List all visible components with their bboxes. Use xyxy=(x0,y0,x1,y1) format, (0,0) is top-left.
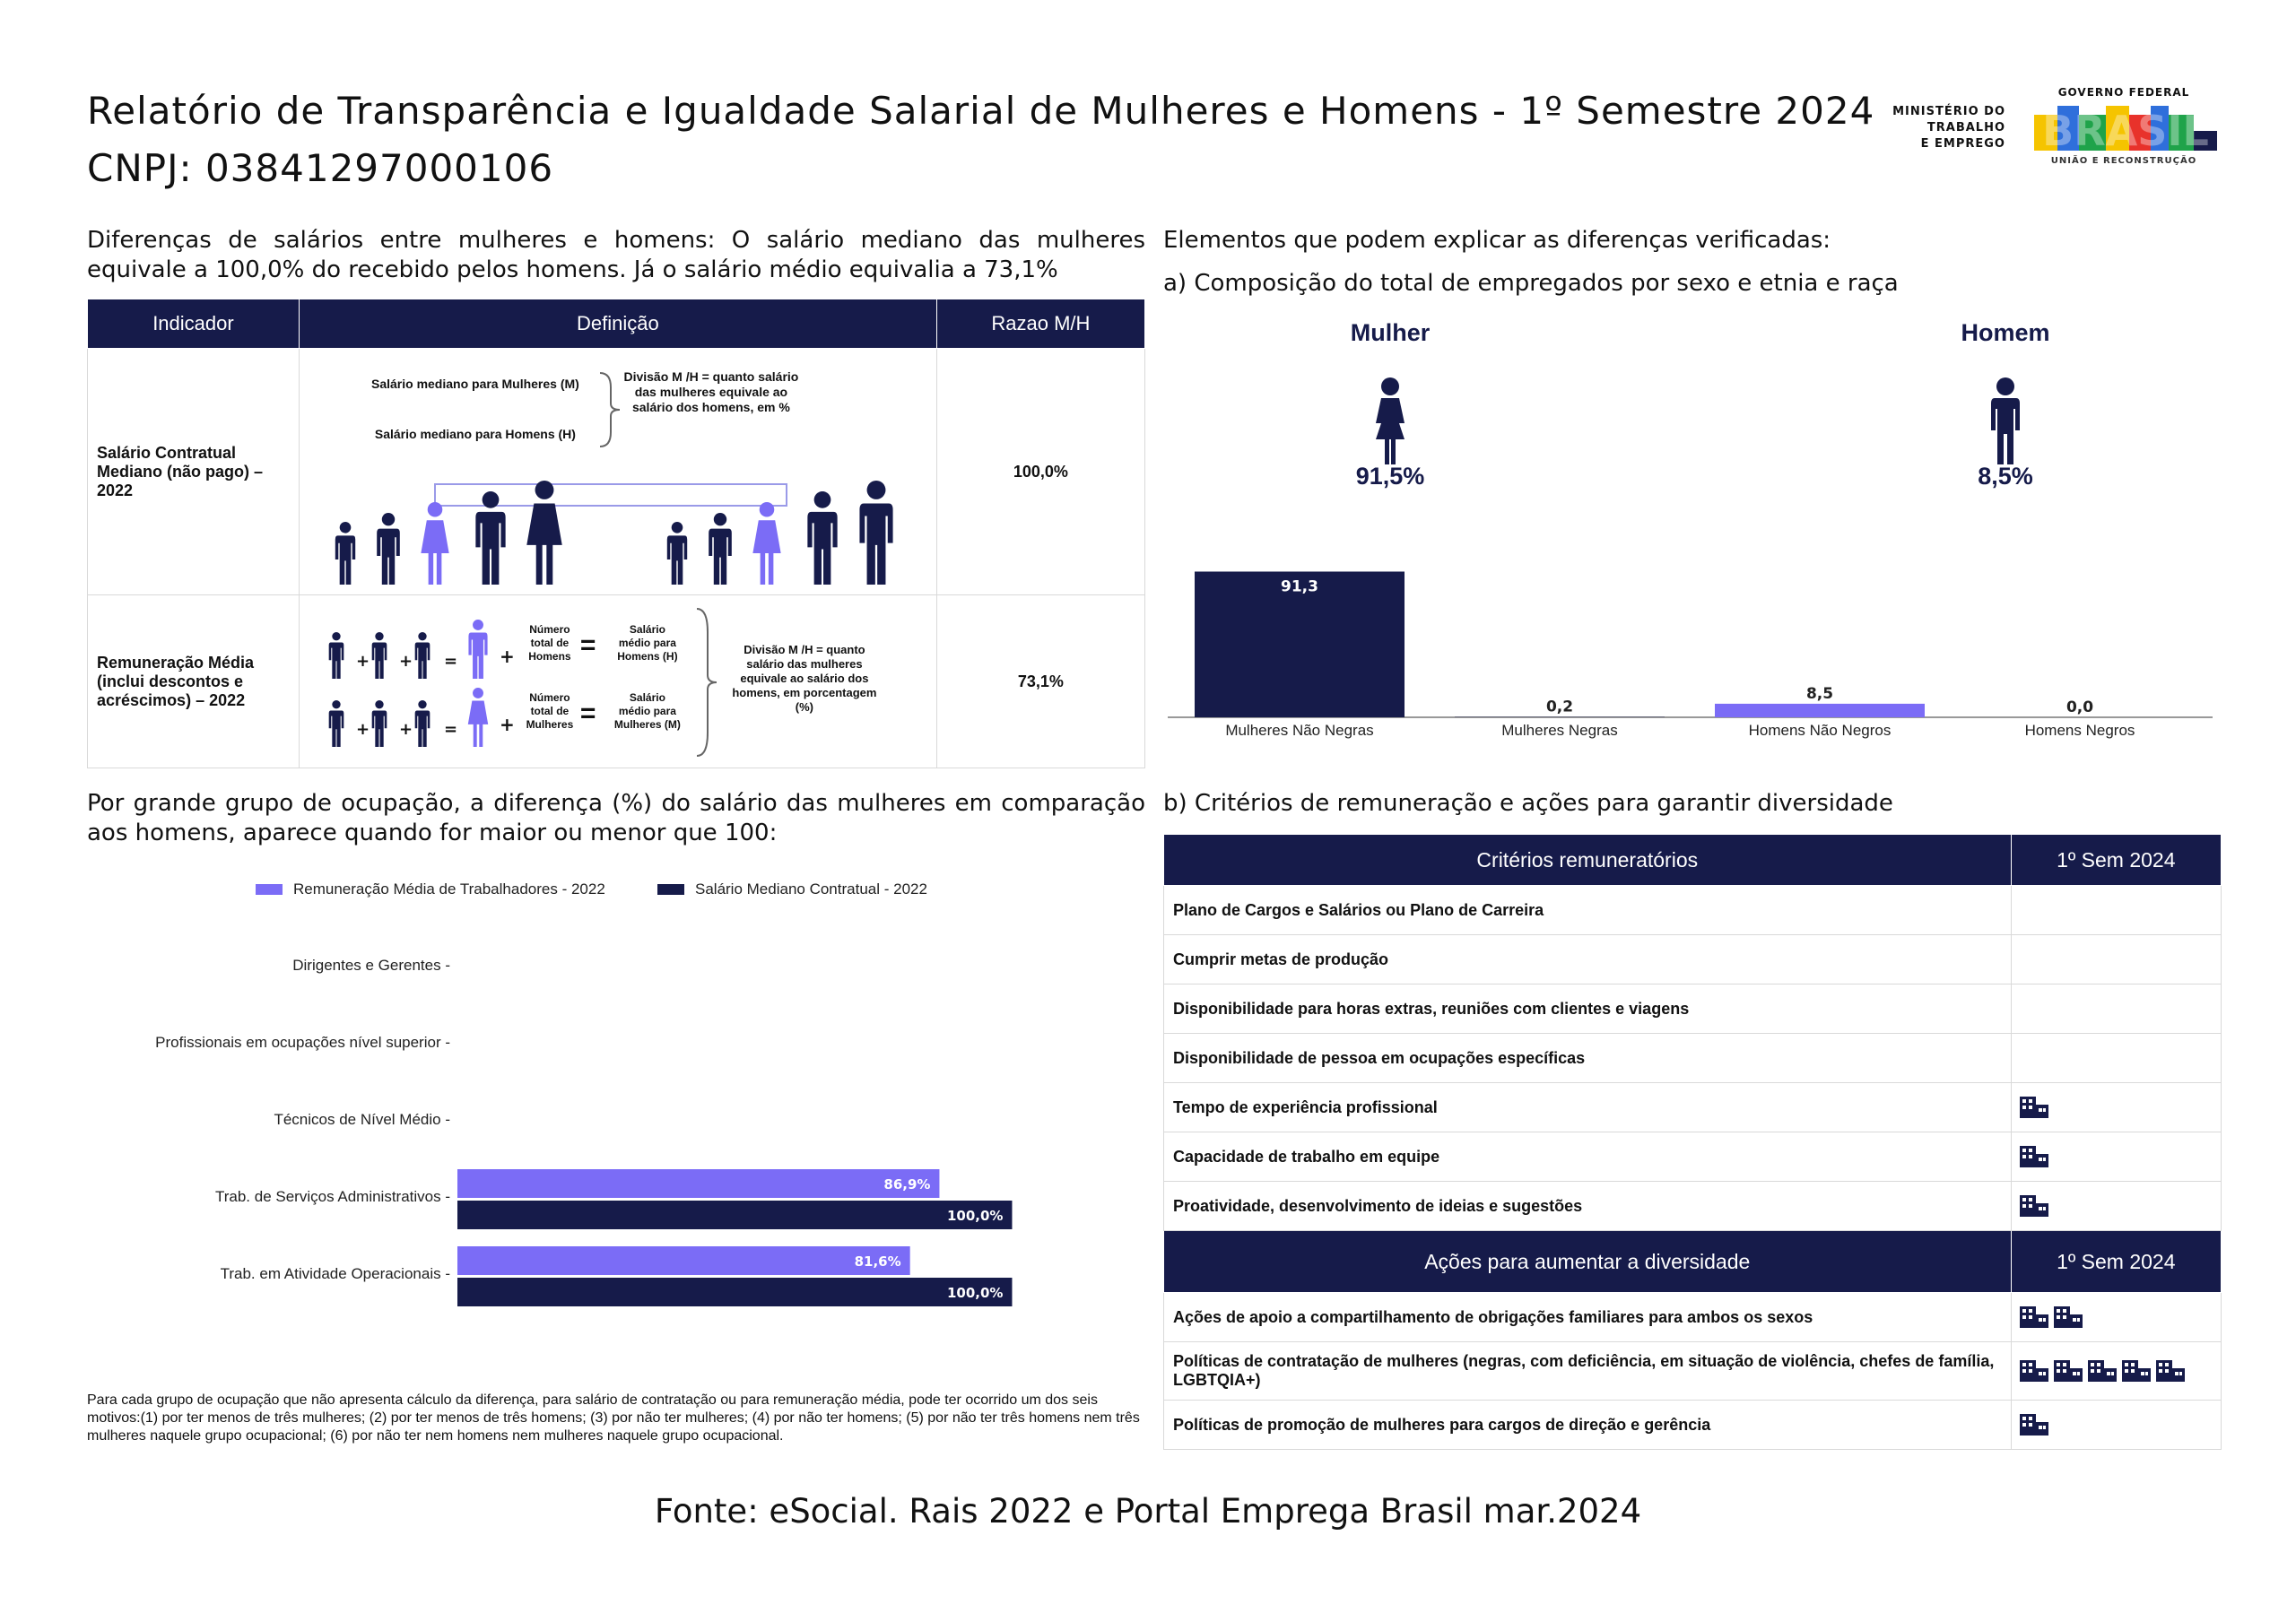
operator-sign: + xyxy=(398,720,413,739)
bar-value-label: 100,0% xyxy=(946,1208,1004,1224)
table-row xyxy=(1164,1342,2222,1401)
table-row xyxy=(1164,1083,2222,1132)
actions-header: Ações para aumentar a diversidade xyxy=(1164,1231,2012,1293)
source-footer: Fonte: eSocial. Rais 2022 e Portal Emprega Brasil mar.2024 xyxy=(654,1492,1642,1531)
actions-label: Políticas de promoção de mulheres para cargos de direção e gerência xyxy=(1164,1401,2012,1450)
def-men-median: Salário mediano para Homens (H) xyxy=(374,427,576,441)
bar-value-label: 91,3 xyxy=(1281,577,1318,596)
brace-icon xyxy=(596,369,623,450)
people-illustration xyxy=(318,466,928,592)
men-pct: 8,5% xyxy=(1978,463,2033,490)
actions-status xyxy=(2011,1401,2221,1450)
building-icon xyxy=(2053,1359,2083,1383)
table-row xyxy=(1164,1182,2222,1231)
definition-median xyxy=(299,349,936,595)
table-row xyxy=(1164,935,2222,984)
actions-sem-header: 1º Sem 2024 xyxy=(2011,1231,2221,1293)
operator-sign: + xyxy=(499,714,515,735)
bar xyxy=(457,1278,1012,1306)
criteria-label: Plano de Cargos e Salários ou Plano de Carreira xyxy=(1164,886,2012,935)
composition-bar-chart xyxy=(1163,538,2222,753)
criteria-label: Proatividade, desenvolvimento de ideias e sugestões xyxy=(1164,1182,2012,1231)
building-icon xyxy=(2121,1359,2152,1383)
gov-federal-label: GOVERNO FEDERAL xyxy=(2057,86,2190,99)
criteria-status xyxy=(2011,1034,2221,1083)
actions-status xyxy=(2011,1293,2221,1342)
table-row xyxy=(1164,1132,2222,1182)
brasil-logo-text: BRASIL xyxy=(2042,107,2209,154)
criteria-label: Capacidade de trabalho em equipe xyxy=(1164,1132,2012,1182)
table-row xyxy=(1164,1034,2222,1083)
bar xyxy=(457,1201,1012,1229)
legend-label: Salário Mediano Contratual - 2022 xyxy=(695,880,927,898)
ministry-line-2: TRABALHO xyxy=(1926,121,2005,134)
razao-average: 73,1% xyxy=(936,595,1144,768)
page-title xyxy=(87,82,1874,197)
category-label: Mulheres Não Negras xyxy=(1225,722,1374,739)
operator-sign: + xyxy=(355,652,370,671)
criteria-status xyxy=(2011,886,2221,935)
indicator-table xyxy=(87,299,1145,768)
table-row xyxy=(1164,886,2222,935)
brasil-logo xyxy=(2031,99,2219,154)
category-label: Técnicos de Nível Médio - xyxy=(274,1111,450,1128)
women-pct: 91,5% xyxy=(1355,463,1425,490)
building-icon xyxy=(2087,1359,2118,1383)
def-women-median: Salário mediano para Mulheres (M) xyxy=(370,377,579,391)
ministry-line-3: E EMPREGO xyxy=(1920,137,2005,151)
bar xyxy=(457,1246,910,1275)
bar-value-label: 0,2 xyxy=(1545,698,1574,716)
indicator-median: Salário Contratual Mediano (não pago) – 2022 xyxy=(88,349,300,595)
criteria-status xyxy=(2011,935,2221,984)
composition-title: a) Composição do total de empregados por sexo e etnia e raça xyxy=(1163,270,1899,297)
man-icon xyxy=(1980,377,2031,466)
building-icon xyxy=(2019,1096,2049,1119)
col-indicador: Indicador xyxy=(88,299,300,349)
ministry-line-1: MINISTÉRIO DO xyxy=(1892,105,2005,118)
criteria-header: Critérios remuneratórios xyxy=(1164,835,2012,886)
legend-label: Remuneração Média de Trabalhadores - 2022 xyxy=(293,880,605,898)
building-icon xyxy=(2019,1145,2049,1168)
indicator-average: Remuneração Média (inclui descontos e acréscimos) – 2022 xyxy=(88,595,300,768)
bar-value-label: 81,6% xyxy=(854,1253,901,1270)
building-icon xyxy=(2019,1194,2049,1218)
table-row xyxy=(88,595,1145,768)
operator-sign: + xyxy=(398,652,413,671)
title-line-1: Relatório de Transparência e Igualdade Salarial de Mulheres e Homens - 1º Semestre 2024 xyxy=(87,89,1875,133)
building-icon xyxy=(2155,1359,2186,1383)
criteria-sem-header: 1º Sem 2024 xyxy=(2011,835,2221,886)
criteria-label: Cumprir metas de produção xyxy=(1164,935,2012,984)
num-total-women: Número total de Mulheres xyxy=(526,691,574,731)
col-razao: Razao M/H xyxy=(936,299,1144,349)
table-row xyxy=(1164,984,2222,1034)
occupation-text: Por grande grupo de ocupação, a diferença (%) do salário das mulheres em comparação aos homens, aparece quando for maior ou menor que 100: xyxy=(87,790,1145,846)
operator-sign: + xyxy=(499,646,515,667)
bar-value-label: 0,0 xyxy=(2066,698,2094,716)
sal-medio-men: Salário médio para Homens (H) xyxy=(617,623,678,663)
def-division-average: Divisão M /H = quanto salário das mulheres equivale ao salário dos homens, em porcentagem (%) xyxy=(732,643,877,714)
criteria-label: Tempo de experiência profissional xyxy=(1164,1083,2012,1132)
num-total-men: Número total de Homens xyxy=(528,623,571,663)
table-row xyxy=(1164,1401,2222,1450)
building-icon xyxy=(2019,1413,2049,1436)
criteria-status xyxy=(2011,984,2221,1034)
actions-label: Políticas de contratação de mulheres (negras, com deficiência, em situação de violência, chefes de família, LGBTQIA+) xyxy=(1164,1342,2012,1401)
criteria-title: b) Critérios de remuneração e ações para garantir diversidade xyxy=(1163,790,1893,817)
uniao-reconstrucao-label: UNIÃO E RECONSTRUÇÃO xyxy=(2050,156,2197,166)
building-icon xyxy=(2019,1305,2049,1329)
building-icon xyxy=(2053,1305,2083,1329)
criteria-status xyxy=(2011,1083,2221,1132)
bar-value-label: 8,5 xyxy=(1805,684,1834,703)
criteria-status xyxy=(2011,1182,2221,1231)
elements-title: Elementos que podem explicar as diferenças verificadas: xyxy=(1163,227,1831,254)
building-icon xyxy=(2019,1359,2049,1383)
table-row xyxy=(88,349,1145,595)
legend-swatch xyxy=(657,884,684,895)
sal-medio-women: Salário médio para Mulheres (M) xyxy=(613,691,681,731)
col-definicao: Definição xyxy=(299,299,936,349)
bar-value-label: 86,9% xyxy=(883,1176,931,1193)
title-line-2: CNPJ: 03841297000106 xyxy=(87,146,554,190)
category-label: Homens Negros xyxy=(2024,722,2135,739)
category-label: Trab. de Serviços Administrativos - xyxy=(214,1188,450,1205)
bar-value-label: 100,0% xyxy=(946,1285,1004,1301)
men-label: Homem xyxy=(1961,319,2050,346)
criteria-label: Disponibilidade para horas extras, reuniões com clientes e viagens xyxy=(1164,984,2012,1034)
operator-sign: = xyxy=(443,720,457,739)
bar xyxy=(457,1169,939,1198)
men-sum-illustration xyxy=(320,620,526,682)
salary-diff-text: Diferenças de salários entre mulheres e homens: O salário mediano das mulheres equivale a 100,0% do recebido pelos homens. Já o salário médio equivalia a 73,1% xyxy=(87,227,1145,283)
razao-median: 100,0% xyxy=(936,349,1144,595)
equals-sign: = xyxy=(579,630,596,660)
table-row xyxy=(1164,1293,2222,1342)
bar xyxy=(1715,704,1925,717)
actions-status xyxy=(2011,1342,2221,1401)
operator-sign: + xyxy=(355,720,370,739)
category-label: Mulheres Negras xyxy=(1501,722,1618,739)
brace-icon xyxy=(693,605,720,759)
woman-icon xyxy=(1365,377,1415,466)
category-label: Dirigentes e Gerentes - xyxy=(292,957,450,974)
criteria-table xyxy=(1163,834,2222,1450)
criteria-label: Disponibilidade de pessoa em ocupações específicas xyxy=(1164,1034,2012,1083)
category-label: Trab. em Atividade Operacionais - xyxy=(220,1265,450,1282)
women-label: Mulher xyxy=(1350,319,1431,346)
ministry-logo-text xyxy=(1883,104,2005,152)
category-label: Homens Não Negros xyxy=(1748,722,1892,739)
equals-sign: = xyxy=(579,698,596,728)
occupation-footnote: Para cada grupo de ocupação que não apresenta cálculo da diferença, para salário de contratação ou para remuneração média, pode ter ocorrido um dos seis motivos:(1) por ter menos de três mulheres; (2) por ter menos de três homens; (3) por não ter mulheres; (4) por não ter homens; (5) por não ter três homens nem três mulheres naquele grupo ocupacional; (6) por não ter nem homens nem mulheres naquele grupo ocupacional. xyxy=(87,1392,1140,1444)
occupation-bar-chart xyxy=(87,868,1145,1316)
definition-average xyxy=(299,595,936,768)
legend-swatch xyxy=(256,884,283,895)
category-label: Profissionais em ocupações nível superior - xyxy=(155,1034,450,1051)
women-sum-illustration xyxy=(320,688,526,750)
operator-sign: = xyxy=(443,652,457,671)
def-division-median: Divisão M /H = quanto salário das mulheres equivale ao salário dos homens, em % xyxy=(623,369,799,414)
criteria-status xyxy=(2011,1132,2221,1182)
actions-label: Ações de apoio a compartilhamento de obrigações familiares para ambos os sexos xyxy=(1164,1293,2012,1342)
